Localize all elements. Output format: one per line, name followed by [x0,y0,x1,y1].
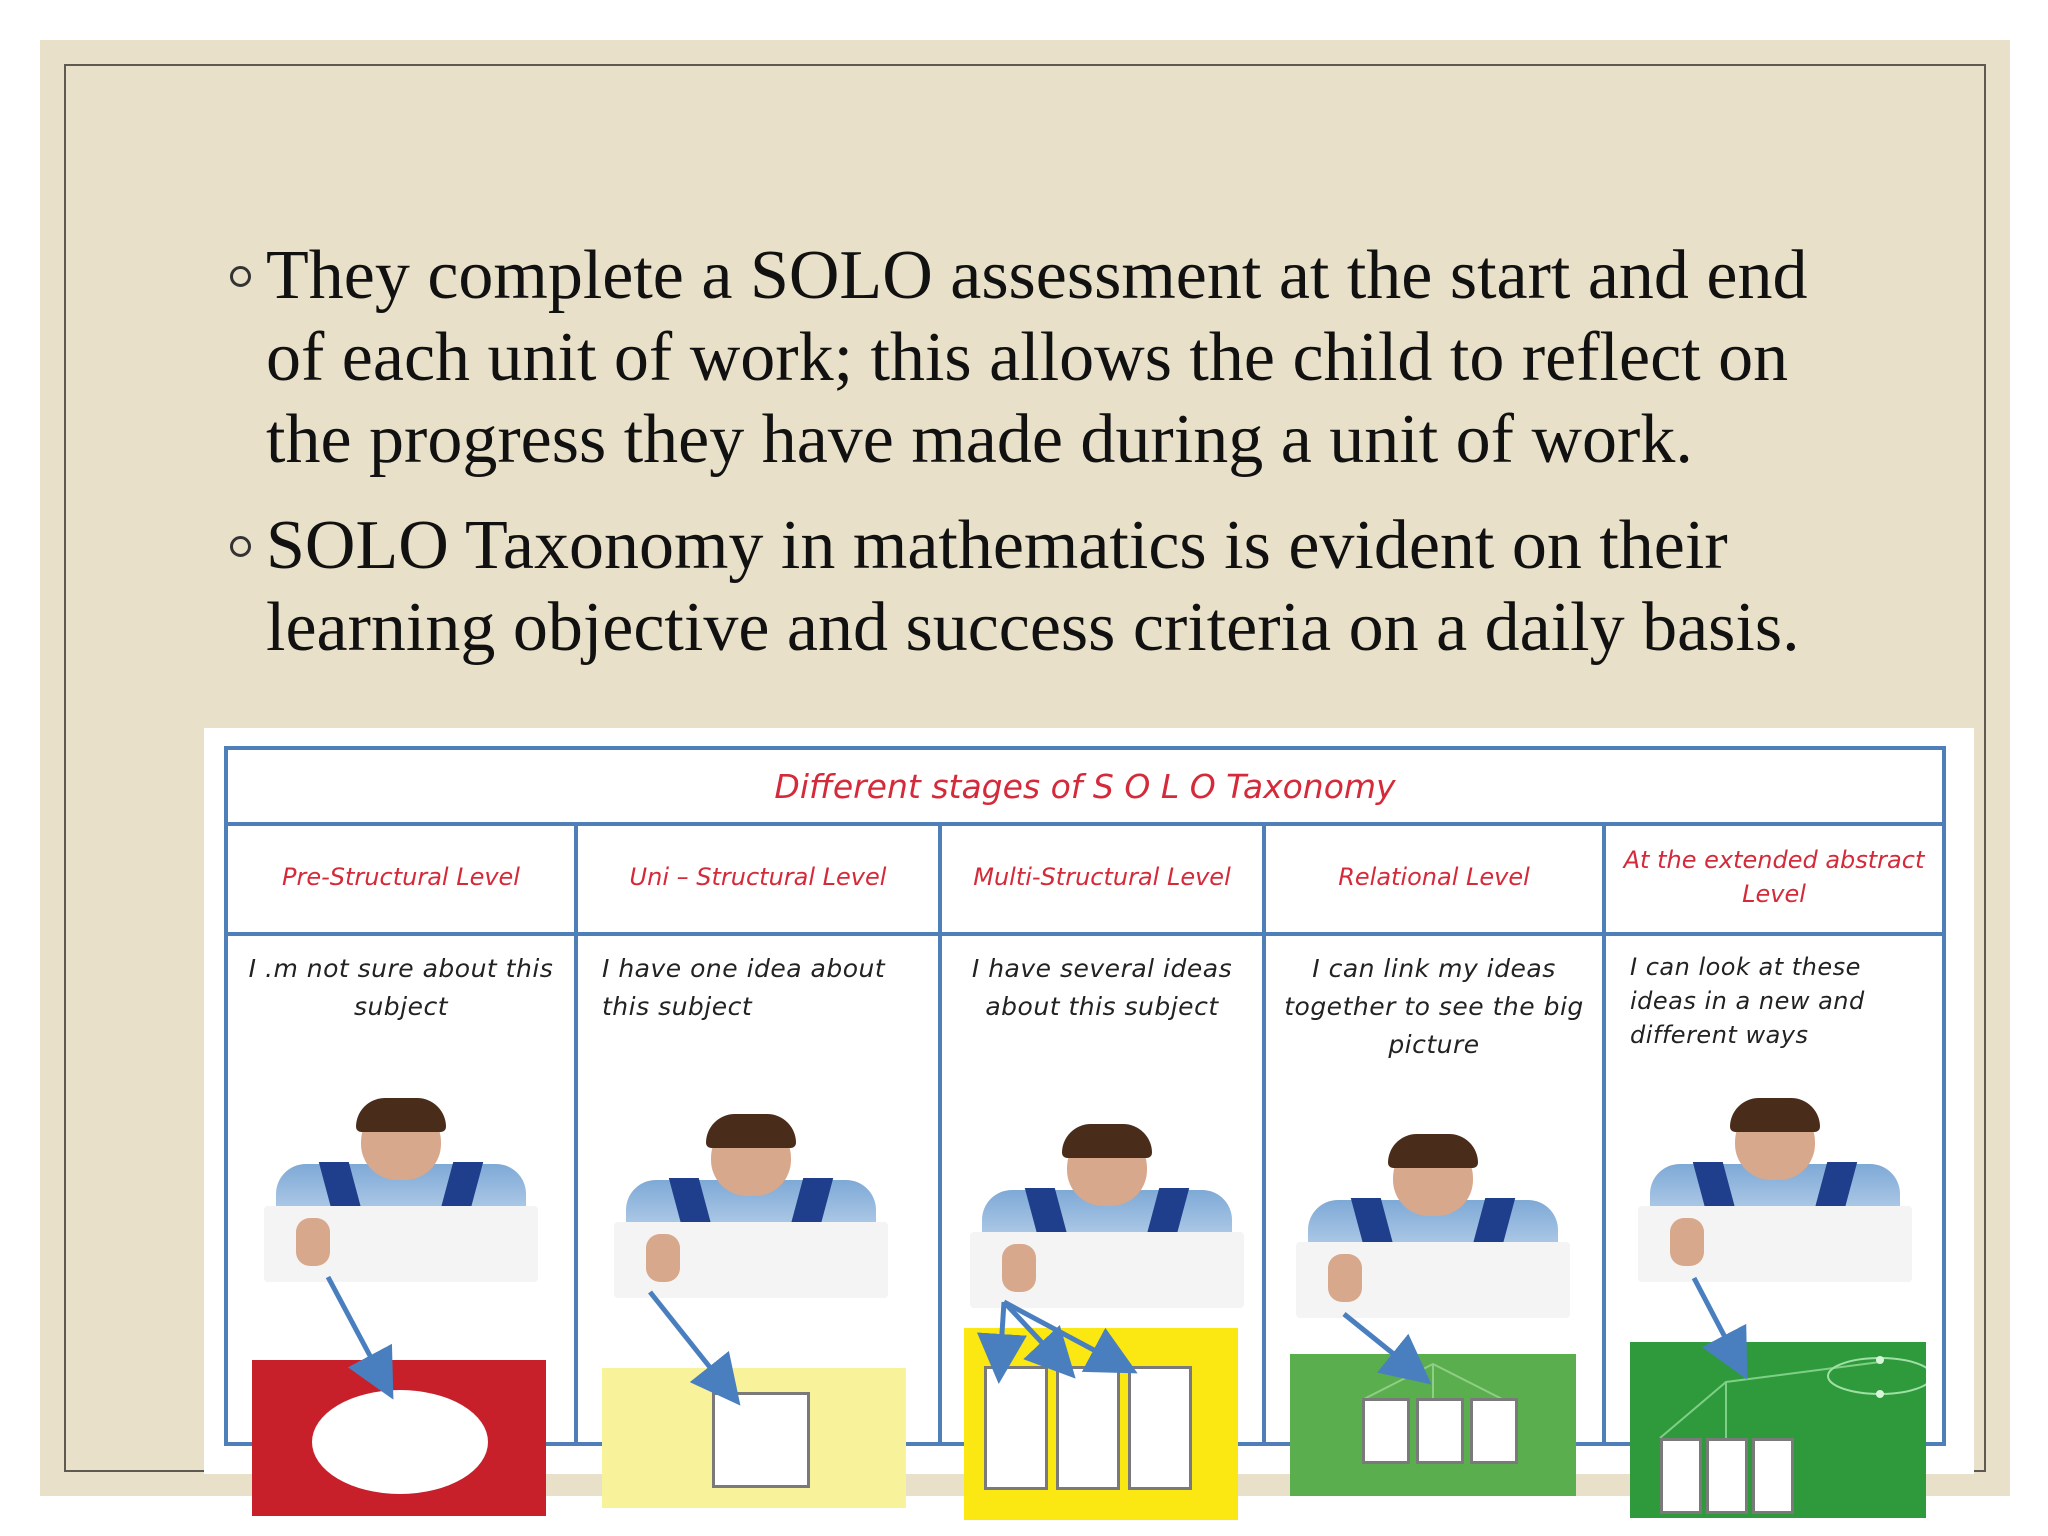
arrow-icon [942,822,1262,1522]
bullet-text-2: SOLO Taxonomy in mathematics is evident on their learning objective and success criteria on a daily basis. [266,507,1800,666]
stage-description: I can link my ideas together to see the big picture [1284,954,1584,1059]
stage-heading: Multi-Structural Level [942,822,1262,936]
arrow-icon [228,822,574,1522]
stage-column-pre-structural [228,822,578,1442]
stage-description: I can look at these ideas in a new and different ways [1630,953,1865,1049]
figure-title: Different stages of S O L O Taxonomy [228,750,1942,826]
bullet-marker-icon [230,536,251,557]
stage-description: I .m not sure about this subject [248,954,554,1021]
stage-heading: Relational Level [1266,822,1602,936]
arrow-icon [1266,822,1602,1522]
slide [40,40,2010,1496]
stage-column-relational [1266,822,1606,1442]
stage-column-uni-structural [578,822,942,1442]
stage-heading: Pre-Structural Level [228,822,574,936]
bullet-item-1 [180,235,1880,481]
stage-column-multi-structural [942,822,1266,1442]
bullet-marker-icon [230,266,251,287]
bullet-list [180,235,1880,693]
arrow-icon [578,822,938,1522]
bullet-item-2 [180,505,1880,669]
solo-table [224,746,1946,1446]
stage-description: I have several ideas about this subject [971,954,1233,1021]
stage-heading: Uni – Structural Level [578,822,938,936]
stage-description: I have one idea about this subject [602,954,886,1021]
stage-column-extended-abstract [1606,822,1942,1442]
bullet-text-1: They complete a SOLO assessment at the start and end of each unit of work; this allows the child to reflect on the progress they have made during a unit of work. [266,237,1808,478]
arrow-icon [1606,822,1942,1522]
stage-heading: At the extended abstract Level [1606,822,1942,936]
solo-taxonomy-figure [204,728,1974,1474]
